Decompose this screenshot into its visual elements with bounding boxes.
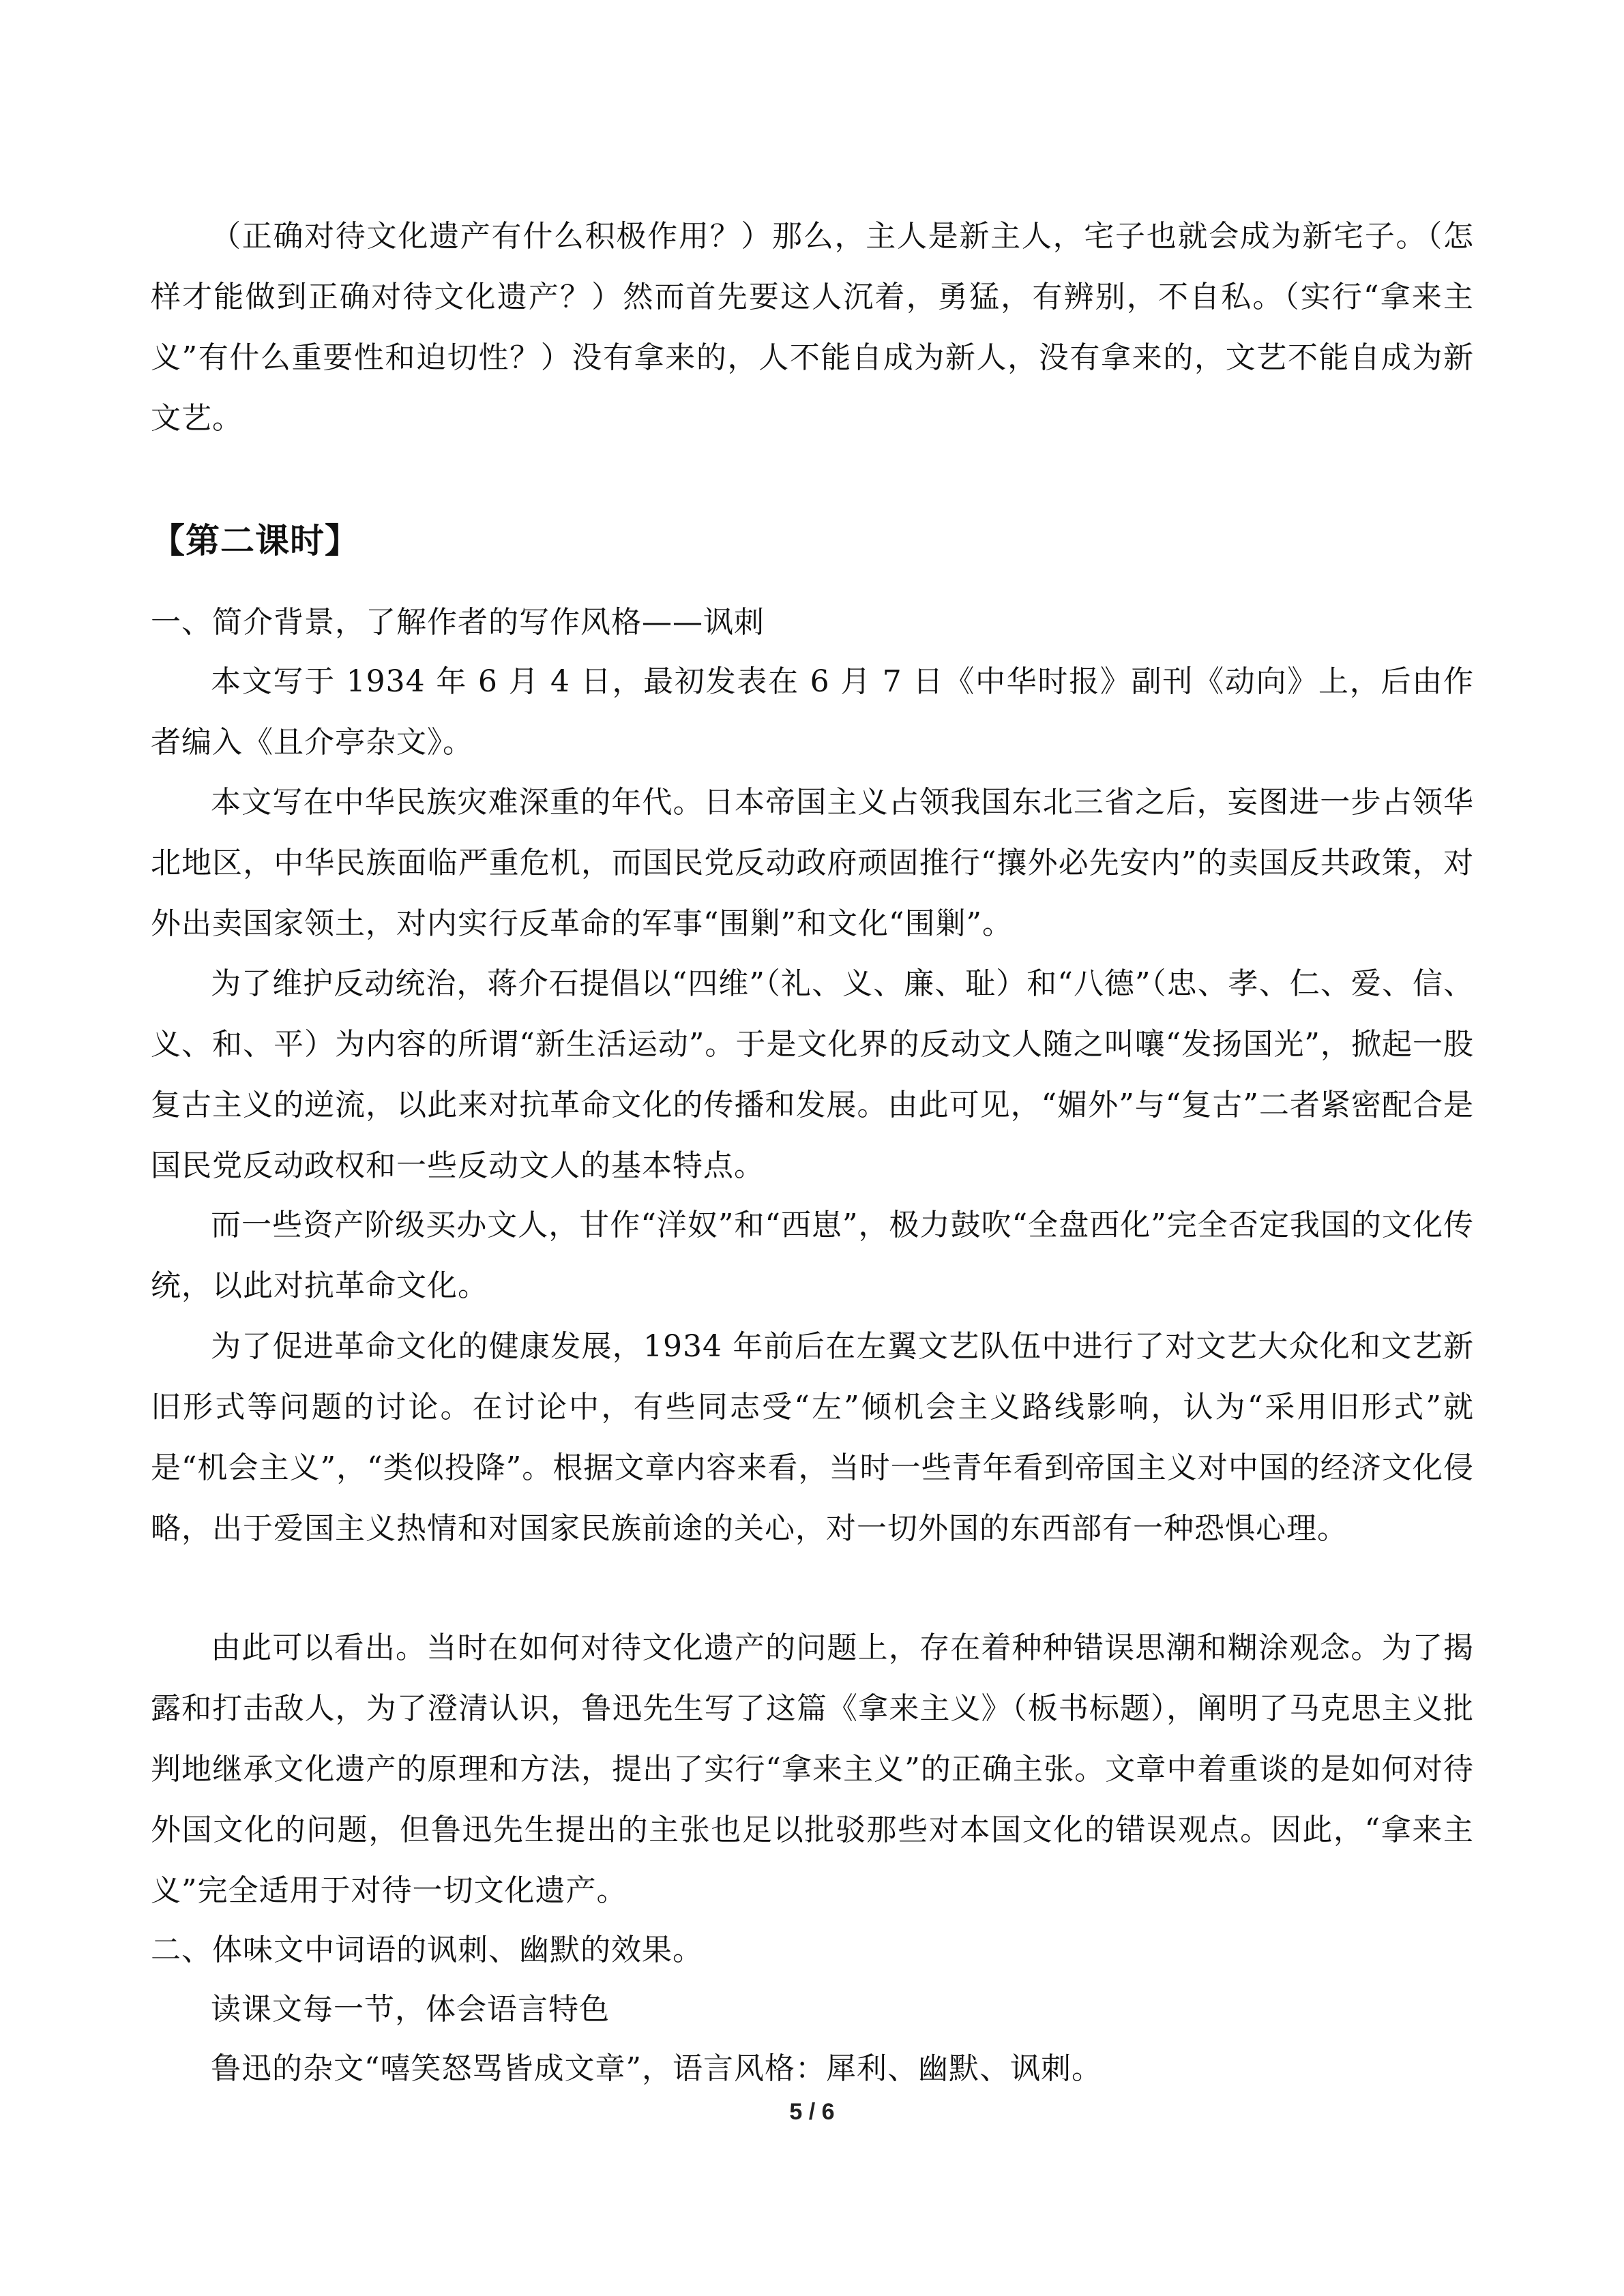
intro-paragraph: （正确对待文化遗产有什么积极作用？）那么，主人是新主人，宅子也就会成为新宅子。（怎样才能做到正确对待文化遗产？）然而首先要这人沉着，勇猛，有辨别，不自私。（实行“拿来主义”有什么重要性和迫切性？）没有拿来的，人不能自成为新人，没有拿来的，文艺不能自成为新文艺。 bbox=[151, 219, 1474, 436]
background-paragraph-4: 而一些资产阶级买办文人，甘作“洋奴”和“西崽”，极力鼓吹“全盘西化”完全否定我国的文化传统，以此对抗革命文化。 bbox=[151, 1208, 1474, 1303]
background-paragraph-1: 本文写于 1934 年 6 月 4 日，最初发表在 6 月 7 日《中华时报》副刊《动向》上，后由作者编入《且介亭杂文》。 bbox=[151, 664, 1474, 760]
background-paragraph-3: 为了维护反动统治，蒋介石提倡以“四维”（礼、义、廉、耻）和“八德”（忠、孝、仁、爱、信、义、和、平）为内容的所谓“新生活运动”。于是文化界的反动文人随之叫嚷“发扬国光”，掀起一股复古主义的逆流，以此来对抗革命文化的传播和发展。由此可见，“媚外”与“复古”二者紧密配合是国民党反动政权和一些反动文人的基本特点。 bbox=[151, 966, 1474, 1183]
background-paragraph-5: 为了促进革命文化的健康发展，1934 年前后在左翼文艺队伍中进行了对文艺大众化和文艺新旧形式等问题的讨论。在讨论中，有些同志受“左”倾机会主义路线影响，认为“采用旧形式”就是“机会主义”，“类似投降”。根据文章内容来看，当时一些青年看到帝国主义对中国的经济文化侵略，出于爱国主义热情和对国家民族前途的关心，对一切外国的东西部有一种恐惧心理。 bbox=[151, 1329, 1474, 1546]
item2-title: 二、体味文中词语的讽刺、幽默的效果。 bbox=[151, 1933, 703, 1967]
background-paragraph-6: 由此可以看出。当时在如何对待文化遗产的问题上，存在着种种错误思潮和糊涂观念。为了揭露和打击敌人，为了澄清认识，鲁迅先生写了这篇《拿来主义》（板书标题），阐明了马克思主义批判地继承文化遗产的原理和方法，提出了实行“拿来主义”的正确主张。文章中着重谈的是如何对待外国文化的问题，但鲁迅先生提出的主张也足以批驳那些对本国文化的错误观点。因此，“拿来主义”完全适用于对待一切文化遗产。 bbox=[151, 1630, 1474, 1908]
section-heading: 【第二课时】 bbox=[151, 520, 359, 561]
background-paragraph-2: 本文写在中华民族灾难深重的年代。日本帝国主义占领我国东北三省之后，妄图进一步占领华北地区，中华民族面临严重危机，而国民党反动政府顽固推行“攘外必先安内”的卖国反共政策，对外出卖国家领土，对内实行反革命的军事“围剿”和文化“围剿”。 bbox=[151, 785, 1474, 941]
language-paragraph-1: 读课文每一节，体会语言特色 bbox=[211, 1992, 610, 2027]
page-number: 5 / 6 bbox=[789, 2099, 835, 2125]
item1-title: 一、简介背景，了解作者的写作风格——讽刺 bbox=[151, 605, 765, 640]
language-paragraph-2: 鲁迅的杂文“嘻笑怒骂皆成文章”，语言风格：犀利、幽默、讽刺。 bbox=[211, 2051, 1102, 2086]
